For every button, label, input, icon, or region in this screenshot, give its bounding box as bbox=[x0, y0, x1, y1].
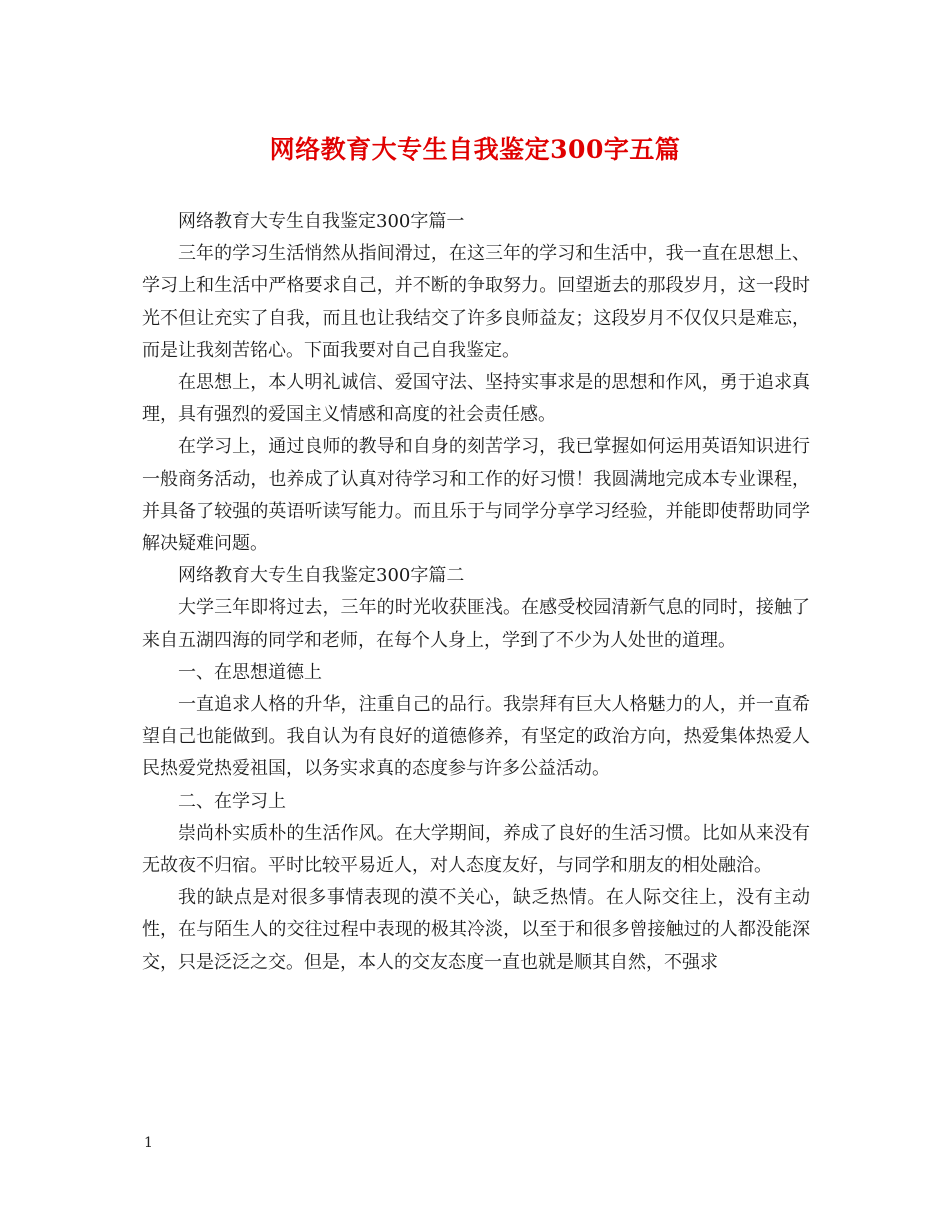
document-body bbox=[142, 206, 810, 979]
subheading-morality: 一、在思想道德上 bbox=[178, 661, 322, 683]
paragraph-thought: 在思想上，本人明礼诚信、爱国守法、坚持实事求是的思想和作风，勇于追求真理，具有强烈的爱国主义情感和高度的社会责任感。 bbox=[142, 372, 810, 426]
subheading-study: 二、在学习上 bbox=[178, 790, 286, 812]
paragraph-college: 大学三年即将过去，三年的时光收获匪浅。在感受校园清新气息的同时，接触了来自五湖四海的同学和老师，在每个人身上，学到了不少为人处世的道理。 bbox=[142, 597, 810, 651]
paragraph-study: 在学习上，通过良师的教导和自身的刻苦学习，我已掌握如何运用英语知识进行一般商务活动，也养成了认真对待学习和工作的好习惯！我圆满地完成本专业课程，并具备了较强的英语听读写能力。而且乐于与同学分享学习经验，并能即使帮助同学解决疑难问题。 bbox=[142, 436, 810, 555]
paragraph-shortcomings: 我的缺点是对很多事情表现的漠不关心，缺乏热情。在人际交往上，没有主动性，在与陌生人的交往过程中表现的极其冷淡，以至于和很多曾接触过的人都没能深交，只是泛泛之交。但是，本人的交友态度一直也就是顺其自然，不强求 bbox=[142, 887, 810, 973]
paragraph-morality: 一直追求人格的升华，注重自己的品行。我崇拜有巨大人格魅力的人，并一直希望自己也能做到。我自认为有良好的道德修养，有坚定的政治方向，热爱集体热爱人民热爱党热爱祖国，以务实求真的态度参与许多公益活动。 bbox=[142, 694, 810, 780]
page-number: 1 bbox=[144, 1135, 153, 1151]
paragraph-lifestyle: 崇尚朴实质朴的生活作风。在大学期间，养成了良好的生活习惯。比如从来没有无故夜不归宿。平时比较平易近人，对人态度友好，与同学和朋友的相处融洽。 bbox=[142, 822, 810, 877]
paragraph-intro: 三年的学习生活悄然从指间滑过，在这三年的学习和生活中，我一直在思想上、学习上和生活中严格要求自己，并不断的争取努力。回望逝去的那段岁月，这一段时光不但让充实了自我，而且也让我结交了许多良师益友；这段岁月不仅仅只是难忘，而是让我刻苦铭心。下面我要对自己自我鉴定。 bbox=[142, 243, 810, 361]
section-heading-1: 网络教育大专生自我鉴定300字篇一 bbox=[178, 211, 465, 232]
document-title: 网络教育大专生自我鉴定300字五篇 bbox=[269, 135, 681, 164]
section-heading-2: 网络教育大专生自我鉴定300字篇二 bbox=[178, 565, 465, 587]
